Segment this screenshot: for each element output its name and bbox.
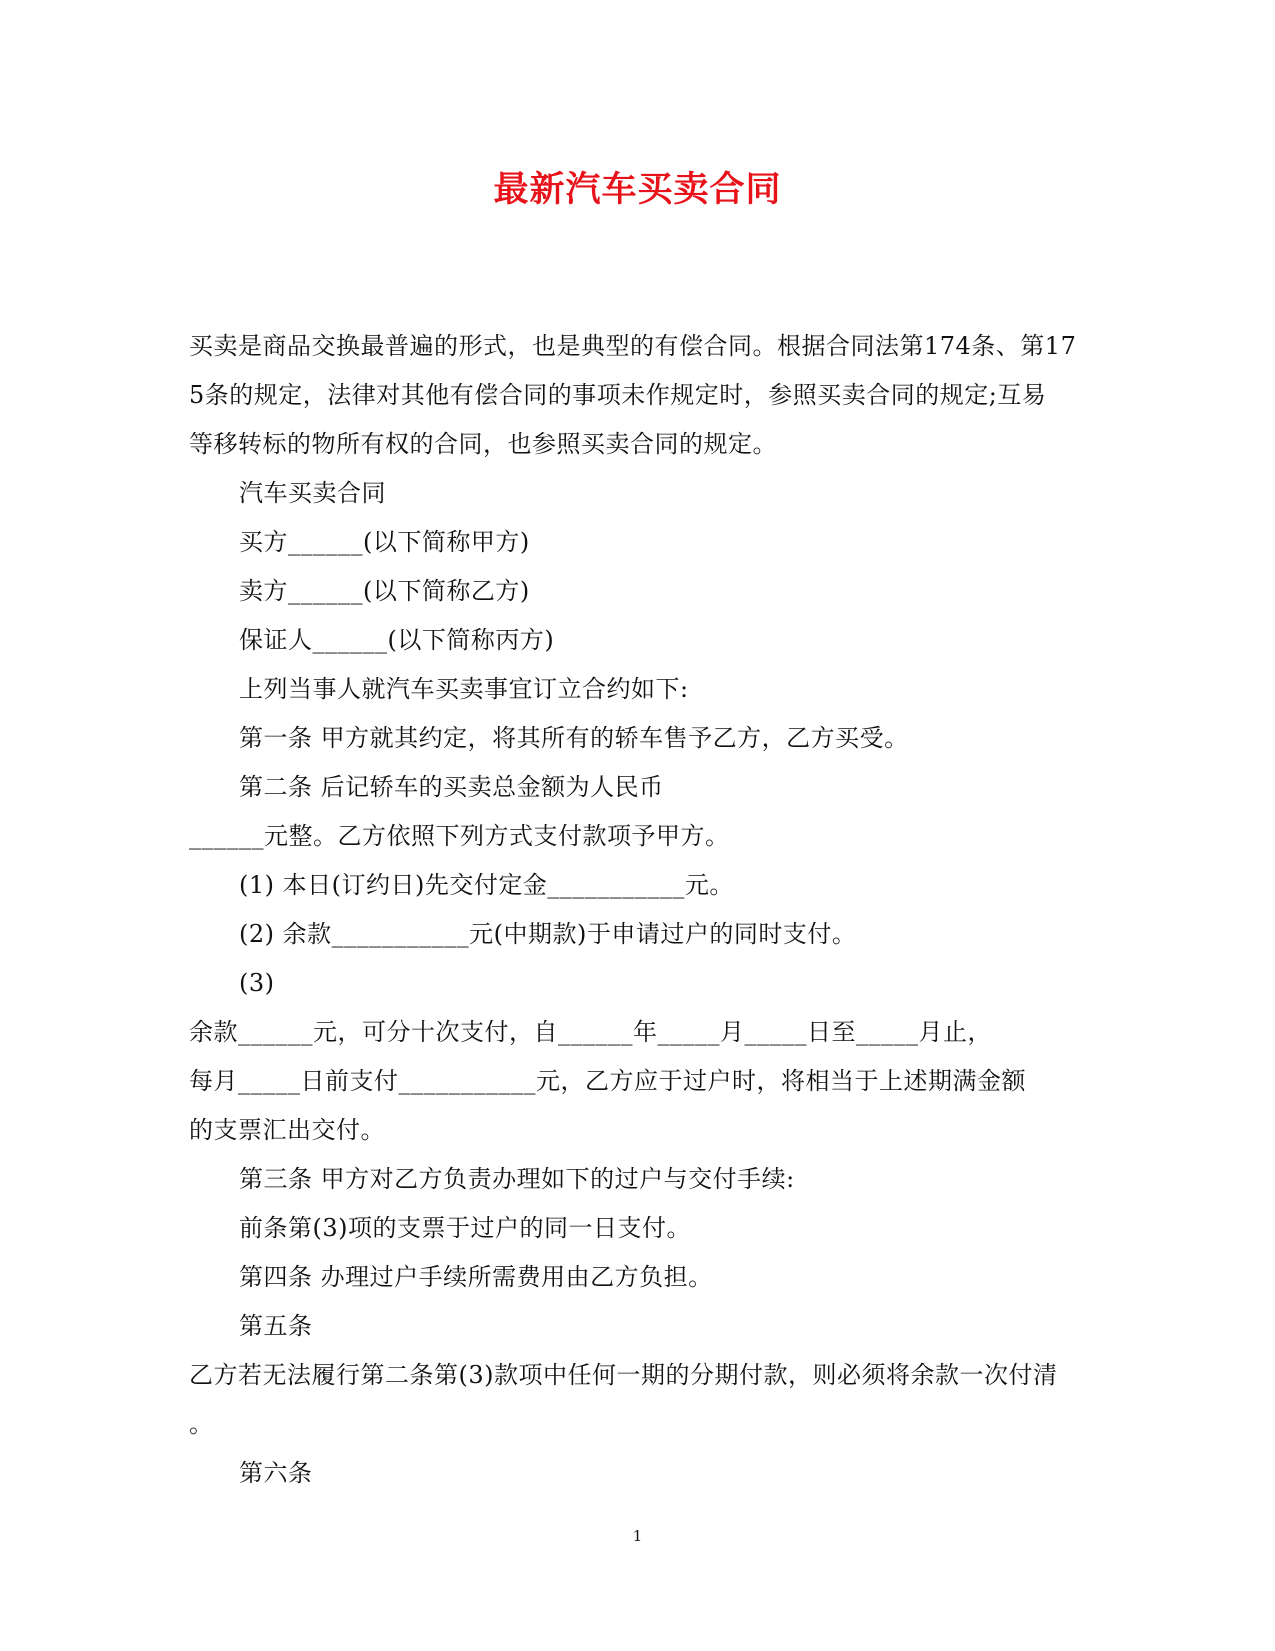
guarantor-line: 保证人______(以下简称丙方) [239,626,555,654]
paragraph-line: 前条第(3)项的支票于过户的同一日支付。 [239,1214,691,1242]
payment-item-3: (3) [239,969,275,997]
paragraph-line: 余款______元，可分十次支付，自______年_____月_____日至_____月止， [189,1018,992,1046]
article-3: 第三条 甲方对乙方负责办理如下的过户与交付手续: [239,1165,795,1193]
paragraph-line: 等移转标的物所有权的合同，也参照买卖合同的规定。 [189,430,777,458]
paragraph-line: 买卖是商品交换最普遍的形式，也是典型的有偿合同。根据合同法第174条、第17 [189,332,1077,360]
paragraph-line: 乙方若无法履行第二条第(3)款项中任何一期的分期付款，则必须将余款一次付清 [189,1361,1058,1389]
paragraph-line: ______元整。乙方依照下列方式支付款项予甲方。 [189,822,730,850]
paragraph-line: 的支票汇出交付。 [189,1116,385,1144]
page-number: 1 [632,1527,643,1545]
document-body [189,322,1079,1498]
article-5: 第五条 [239,1312,313,1340]
document-title: 最新汽车买卖合同 [493,169,782,210]
article-2: 第二条 后记轿车的买卖总金额为人民币 [239,773,664,801]
paragraph-line: 每月_____日前支付___________元，乙方应于过户时，将相当于上述期满金额 [189,1067,1026,1095]
buyer-line: 买方______(以下简称甲方) [239,528,530,556]
paragraph-line: 5条的规定，法律对其他有偿合同的事项未作规定时，参照买卖合同的规定;互易 [189,381,1047,409]
seller-line: 卖方______(以下简称乙方) [239,577,530,605]
article-1: 第一条 甲方就其约定，将其所有的轿车售予乙方，乙方买受。 [239,724,909,752]
paragraph-line: 。 [189,1410,214,1438]
payment-item-1: (1) 本日(订约日)先交付定金___________元。 [239,871,734,899]
article-4: 第四条 办理过户手续所需费用由乙方负担。 [239,1263,713,1291]
payment-item-2: (2) 余款___________元(中期款)于申请过户的同时支付。 [239,920,857,948]
article-6: 第六条 [239,1459,313,1487]
contract-heading: 汽车买卖合同 [239,479,386,507]
preamble-line: 上列当事人就汽车买卖事宜订立合约如下: [239,675,689,703]
